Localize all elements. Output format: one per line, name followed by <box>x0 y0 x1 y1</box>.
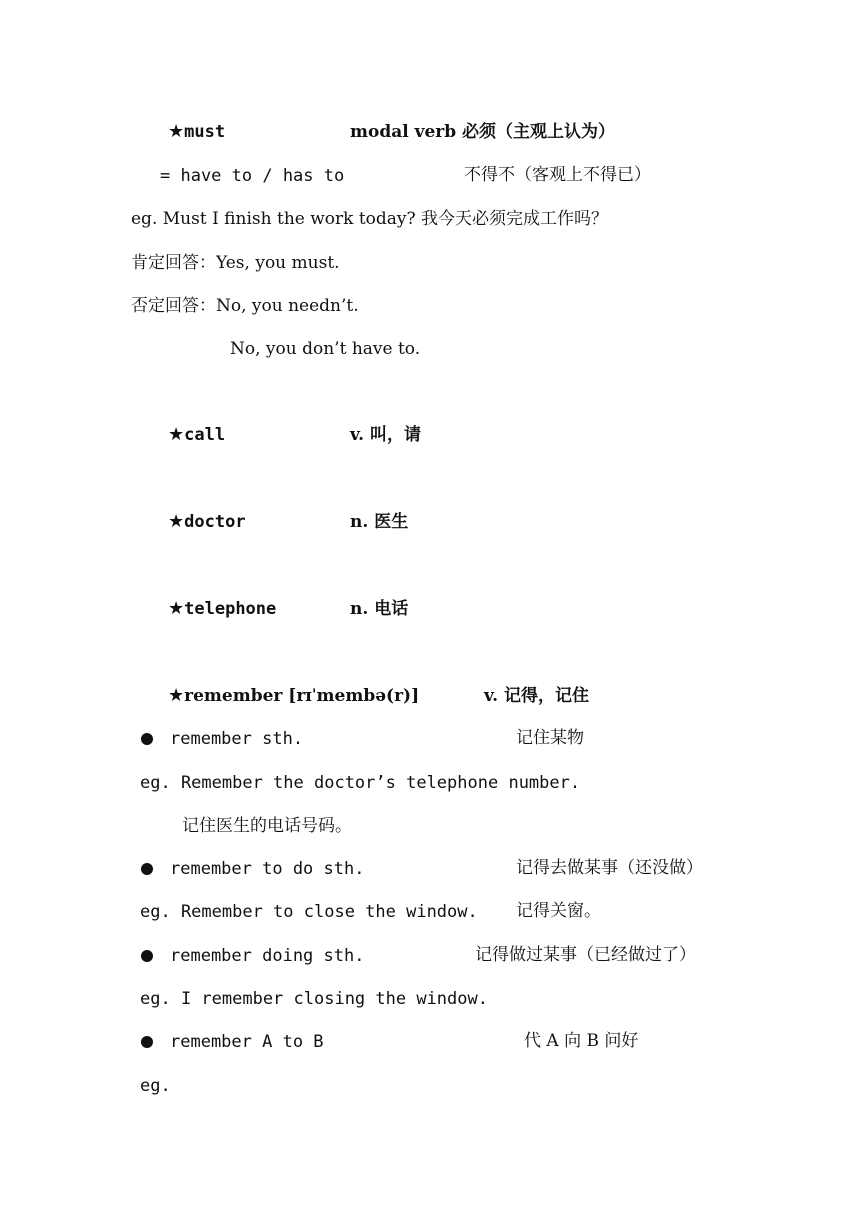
remember-example-1-translation: 记住医生的电话号码。 <box>182 816 352 836</box>
usage-phrase: remember A to B <box>170 1032 324 1052</box>
headword-text: remember [rɪˈmembə(r)] <box>184 686 420 706</box>
remember-example-3: eg. I remember closing the window. <box>140 989 488 1009</box>
must-example: eg. Must I finish the work today? 我今天必须完成工作吗？ <box>131 209 609 229</box>
remember-example-1: eg. Remember the doctor’s telephone number. <box>140 773 581 793</box>
entry-doctor-headword <box>168 511 246 533</box>
must-synonym-meaning: 不得不（客观上不得已） <box>464 165 651 185</box>
remember-example-2: eg. Remember to close the window. <box>140 902 478 922</box>
bullet-icon <box>141 733 153 745</box>
entry-telephone-headword <box>168 598 276 620</box>
entry-call-definition: v. 叫，请 <box>350 425 422 445</box>
usage-meaning: 记住某物 <box>516 728 584 748</box>
star-icon: ★ <box>168 424 185 445</box>
bullet-icon <box>141 1036 153 1048</box>
headword-text: telephone <box>184 599 277 619</box>
entry-must-headword <box>168 121 225 143</box>
star-icon: ★ <box>168 598 185 619</box>
usage-meaning: 记得去做某事（还没做） <box>516 858 703 878</box>
headword-text: doctor <box>184 512 246 532</box>
usage-phrase: remember doing sth. <box>170 946 365 966</box>
must-synonym: = have to / has to <box>160 166 345 186</box>
remember-example-4: eg. <box>140 1076 171 1096</box>
star-icon: ★ <box>168 121 185 142</box>
entry-remember-definition: v. 记得，记住 <box>484 686 590 706</box>
remember-example-2-translation: 记得关窗。 <box>516 901 601 921</box>
bullet-icon <box>141 863 153 875</box>
must-negative-answer-2: No, you don’t have to. <box>230 339 421 359</box>
entry-must-definition: modal verb 必须（主观上认为） <box>350 122 616 142</box>
entry-telephone-definition: n. 电话 <box>350 599 409 619</box>
usage-phrase: remember sth. <box>170 729 304 749</box>
must-affirmative-answer: 肯定回答：Yes, you must. <box>131 253 340 273</box>
star-icon: ★ <box>168 511 185 532</box>
bullet-icon <box>141 950 153 962</box>
usage-meaning: 代 A 向 B 问好 <box>524 1031 639 1051</box>
headword-text: call <box>184 425 226 445</box>
entry-remember-headword <box>168 685 419 707</box>
entry-call-headword <box>168 424 225 446</box>
usage-phrase: remember to do sth. <box>170 859 365 879</box>
must-negative-answer-1: 否定回答：No, you needn’t. <box>131 296 359 316</box>
star-icon: ★ <box>168 685 185 706</box>
entry-doctor-definition: n. 医生 <box>350 512 409 532</box>
headword-text: must <box>184 122 226 142</box>
usage-meaning: 记得做过某事（已经做过了） <box>475 945 696 965</box>
